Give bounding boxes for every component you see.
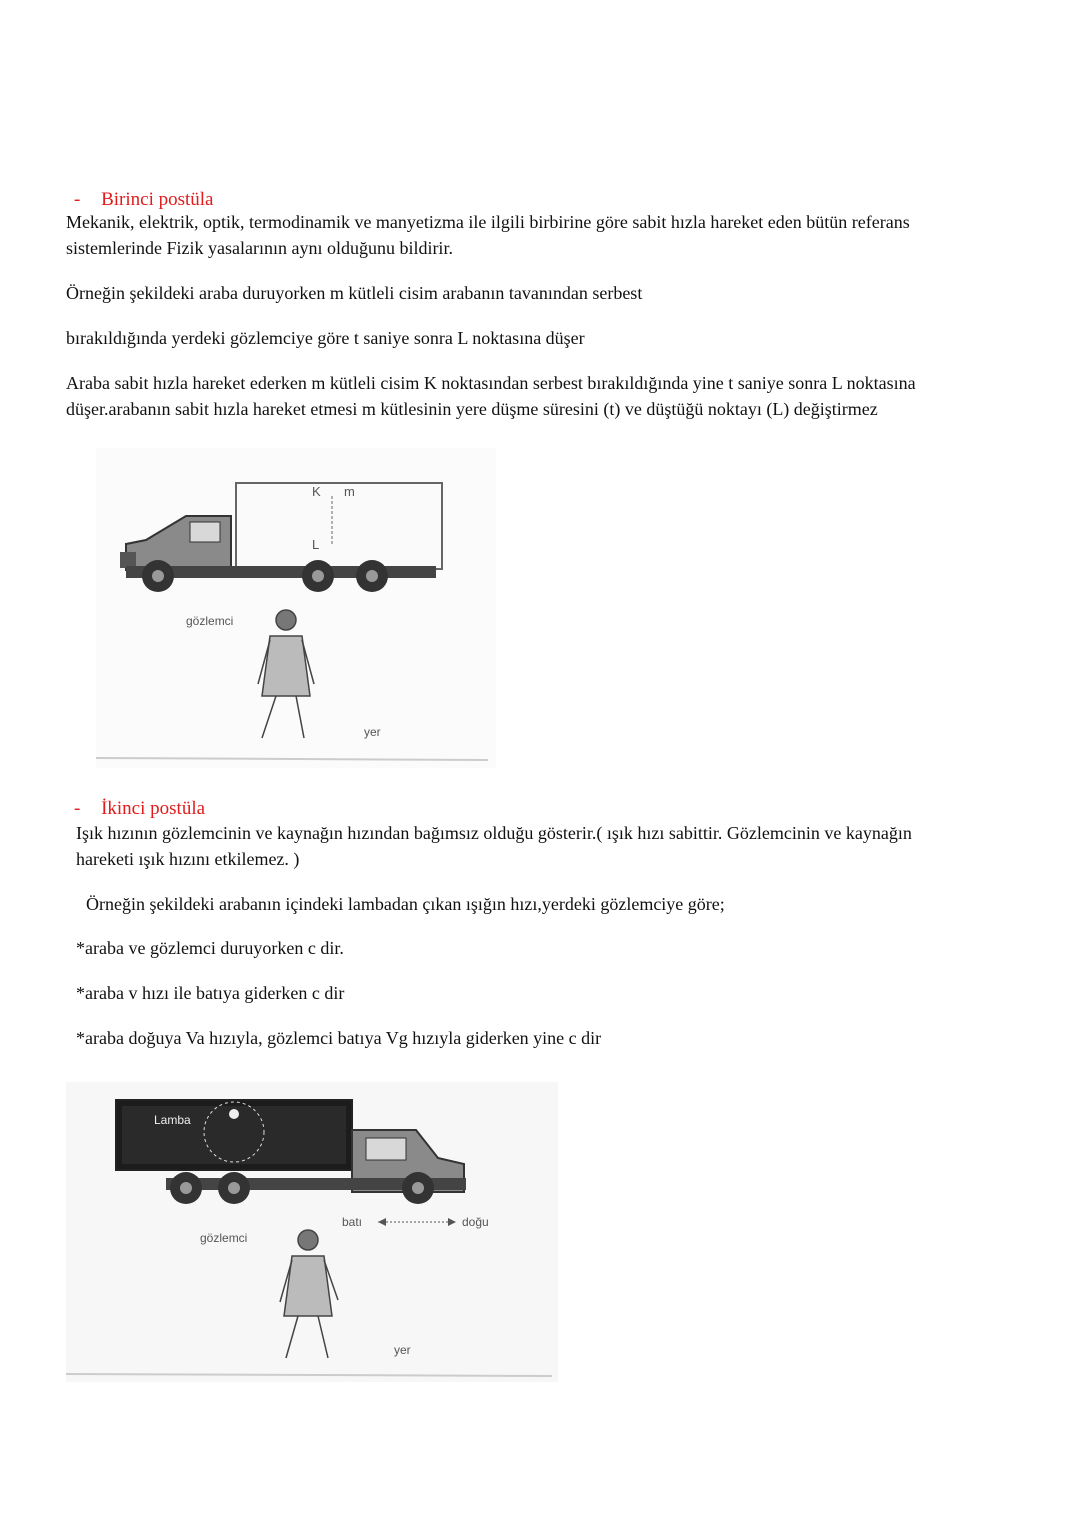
truck-window <box>366 1138 406 1160</box>
section1-heading-row <box>74 189 213 211</box>
label-l: L <box>312 537 320 552</box>
truck-grille <box>120 552 136 568</box>
bullet-dash: - <box>74 798 81 819</box>
bullet-dash: - <box>74 189 81 210</box>
section1-heading: Birinci postüla <box>101 189 214 210</box>
label-ground: yer <box>394 1343 411 1357</box>
label-k: K <box>312 484 321 499</box>
section2-heading-row <box>74 798 205 820</box>
section1-para3-line2: düşer.arabanın sabit hızla hareket etmesi m kütlesinin yere düşme süresini (t) ve düştüğü noktayı (L) değiştirmez <box>66 399 878 419</box>
section2-bullet3: *araba doğuya Va hızıyla, gözlemci batıya Vg hızıyla giderken yine c dir <box>76 1028 602 1048</box>
label-lamp: Lamba <box>154 1113 191 1127</box>
label-observer: gözlemci <box>186 614 234 628</box>
truck-window <box>190 522 220 542</box>
lamp-icon <box>229 1109 239 1119</box>
section2-bullet2: *araba v hızı ile batıya giderken c dir <box>76 983 345 1003</box>
section2-line2: hareketi ışık hızını etkilemez. ) <box>76 849 300 869</box>
section1-example-line1: Örneğin şekildeki araba duruyorken m kütleli cisim arabanın tavanından serbest <box>66 283 643 303</box>
section1-line2: sistemlerinde Fizik yasalarının aynı olduğunu bildirir. <box>66 238 453 258</box>
section2-line1: Işık hızının gözlemcinin ve kaynağın hızından bağımsız olduğu gösterir.( ışık hızı sabittir. Gözlemcinin ve kaynağın <box>76 823 912 843</box>
section2-bullet1: *araba ve gözlemci duruyorken c dir. <box>76 938 344 958</box>
label-m: m <box>344 484 355 499</box>
label-east: doğu <box>462 1215 489 1229</box>
section1-line1: Mekanik, elektrik, optik, termodinamik ve manyetizma ile ilgili birbirine göre sabit hızla hareket eden bütün referans <box>66 212 910 232</box>
figure-truck-drop <box>96 448 496 768</box>
figure-truck-lamp <box>66 1082 558 1382</box>
section1-example-line2: bırakıldığında yerdeki gözlemciye göre t saniye sonra L noktasına düşer <box>66 328 585 348</box>
label-ground: yer <box>364 725 381 739</box>
label-west: batı <box>342 1215 363 1229</box>
section1-para3-line1: Araba sabit hızla hareket ederken m kütleli cisim K noktasından serbest bırakıldığında yine t saniye sonra L noktasına <box>66 373 916 393</box>
section2-heading: İkinci postüla <box>101 798 206 819</box>
section2-example: Örneğin şekildeki arabanın içindeki lambadan çıkan ışığın hızı,yerdeki gözlemciye göre; <box>86 894 725 914</box>
label-observer: gözlemci <box>200 1231 248 1245</box>
truck-cargo-box <box>236 483 442 569</box>
